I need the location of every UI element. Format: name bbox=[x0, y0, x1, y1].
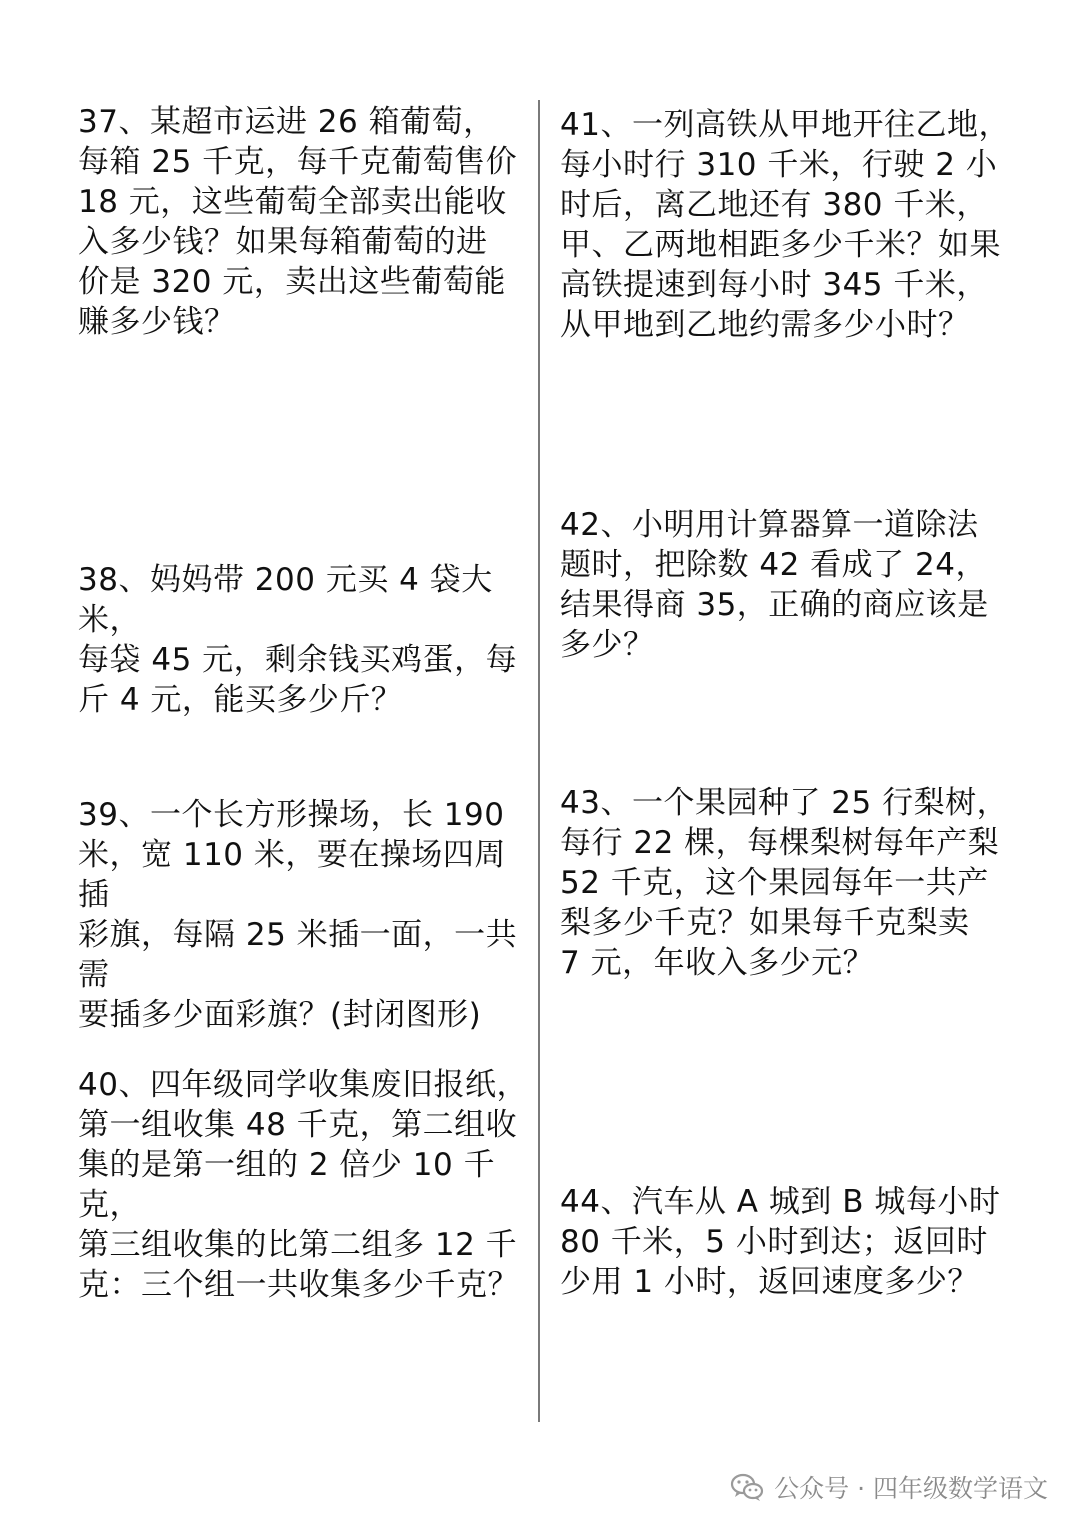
problem-39: 39、一个长方形操场，长 190 米，宽 110 米，要在操场四周插 彩旗，每隔 25 米插一面，一共需 要插多少面彩旗？(封闭图形) bbox=[78, 797, 518, 1033]
column-divider bbox=[538, 100, 540, 1422]
watermark-text: 公众号 · 四年级数学语文 bbox=[774, 1474, 1048, 1503]
problem-42: 42、小明用计算器算一道除法 题时，把除数 42 看成了 24， 结果得商 35，正确的商应该是 多少？ bbox=[560, 507, 989, 663]
problem-41: 41、一列高铁从甲地开往乙地， 每小时行 310 千米，行驶 2 小 时后，离乙地还有 380 千米， 甲、乙两地相距多少千米？如果 高铁提速到每小时 345 千米， 从甲地到乙地约需多少小时？ bbox=[560, 107, 1010, 343]
problem-43: 43、一个果园种了 25 行梨树， 每行 22 棵，每棵梨树每年产梨 52 千克，这个果园每年一共产 梨多少千克？如果每千克梨卖 7 元，年收入多少元？ bbox=[560, 785, 1009, 981]
wechat-icon bbox=[730, 1472, 764, 1502]
problem-44: 44、汽车从 A 城到 B 城每小时 80 千米，5 小时到达；返回时 少用 1 小时，返回速度多少？ bbox=[560, 1184, 1001, 1300]
problem-38: 38、妈妈带 200 元买 4 袋大米， 每袋 45 元，剩余钱买鸡蛋，每 斤 4 元，能买多少斤？ bbox=[78, 562, 518, 718]
watermark bbox=[730, 1469, 1048, 1505]
problem-37: 37、某超市运进 26 箱葡萄， 每箱 25 千克，每千克葡萄售价 18 元，这些葡萄全部卖出能收 入多少钱？如果每箱葡萄的进 价是 320 元，卖出这些葡萄能 赚多少钱？ bbox=[78, 104, 518, 340]
problem-40: 40、四年级同学收集废旧报纸， 第一组收集 48 千克，第二组收 集的是第一组的 2 倍少 10 千克， 第三组收集的比第二组多 12 千 克：三个组一共收集多少千克？ bbox=[78, 1067, 528, 1303]
